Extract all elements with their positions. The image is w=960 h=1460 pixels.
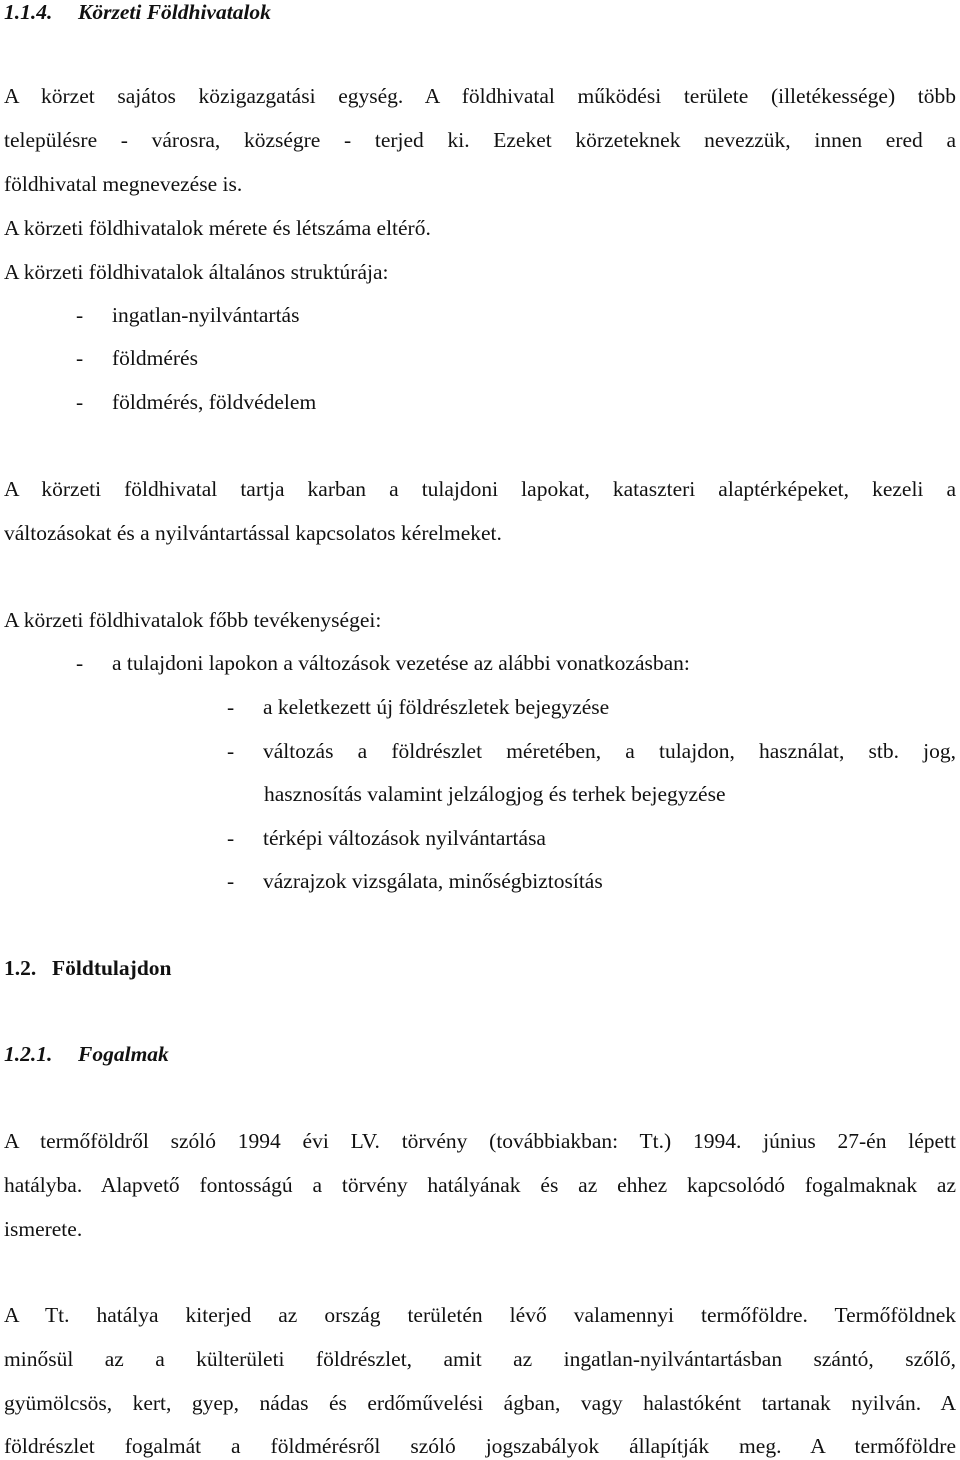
paragraph-law-line-1: A termőföldről szóló 1994 évi LV. törvény (továbbiakban: Tt.) 1994. június 27-én lépett <box>4 1129 956 1153</box>
activities-sublist-item <box>227 693 609 721</box>
list-dash: - <box>227 826 235 850</box>
sublist-item-text: térképi változások nyilvántartása <box>263 826 546 850</box>
paragraph-intro-line-1: A körzet sajátos közigazgatási egység. A földhivatal működési területe (illetékessége) több <box>4 84 956 108</box>
section-heading-1-2-1 <box>4 1040 169 1068</box>
list-dash: - <box>76 390 84 414</box>
paragraph-intro-line-3: földhivatal megnevezése is. <box>4 172 243 196</box>
activities-intro: A körzeti földhivatalok főbb tevékenységei: <box>4 608 382 632</box>
section-title: Földtulajdon <box>52 956 172 980</box>
list-item-text: a tulajdoni lapokon a változások vezetése az alábbi vonatkozásban: <box>112 651 690 675</box>
activities-list-item <box>76 649 690 677</box>
paragraph-law-line-2: hatályba. Alapvető fontosságú a törvény hatályának és az ehhez kapcsolódó fogalmaknak az <box>4 1173 956 1197</box>
structure-intro: A körzeti földhivatalok általános struktúrája: <box>4 260 389 284</box>
sublist-item-text: vázrajzok vizsgálata, minőségbiztosítás <box>263 869 603 893</box>
structure-list-item <box>76 301 299 329</box>
section-heading-1-2 <box>4 954 171 982</box>
paragraph-maintain-line-2: változásokat és a nyilvántartással kapcsolatos kérelmeket. <box>4 521 502 545</box>
activities-sublist-item-continuation: hasznosítás valamint jelzálogjog és terhek bejegyzése <box>264 782 726 806</box>
paragraph-law-line-3: ismerete. <box>4 1217 83 1241</box>
activities-sublist-item <box>227 867 603 895</box>
activities-sublist-item <box>227 824 546 852</box>
list-item-text: földmérés <box>112 346 198 370</box>
paragraph-scope-line-3: gyümölcsös, kert, gyep, nádas és erdőművelési ágban, vagy halastóként tartanak nyilván. A <box>4 1391 956 1415</box>
sublist-item-text: a keletkezett új földrészletek bejegyzése <box>263 695 610 719</box>
list-dash: - <box>76 303 84 327</box>
paragraph-intro-line-2: településre - városra, községre - terjed ki. Ezeket körzeteknek nevezzük, innen ered a <box>4 128 956 152</box>
list-dash: - <box>76 346 84 370</box>
paragraph-size: A körzeti földhivatalok mérete és létszáma eltérő. <box>4 216 431 240</box>
sublist-item-text: változás a földrészlet méretében, a tulajdon, használat, stb. jog, <box>263 739 956 763</box>
structure-list-item <box>76 388 316 416</box>
section-title: Fogalmak <box>78 1042 169 1066</box>
structure-list-item <box>76 344 198 372</box>
section-title: Körzeti Földhivatalok <box>78 0 271 24</box>
list-dash: - <box>76 651 84 675</box>
paragraph-scope-line-4: földrészlet fogalmát a földmérésről szóló jogszabályok állapítják meg. A termőföldre <box>4 1434 956 1458</box>
list-dash: - <box>227 739 235 763</box>
paragraph-scope-line-2: minősül az a külterületi földrészlet, amit az ingatlan-nyilvántartásban szántó, szőlő, <box>4 1347 956 1371</box>
section-number: 1.2. <box>4 956 37 980</box>
list-dash: - <box>227 869 235 893</box>
list-item-text: ingatlan-nyilvántartás <box>112 303 300 327</box>
activities-sublist-item <box>227 737 956 765</box>
section-number: 1.2.1. <box>4 1042 53 1066</box>
section-number: 1.1.4. <box>4 0 53 24</box>
list-item-text: földmérés, földvédelem <box>112 390 317 414</box>
section-heading-1-1-4 <box>4 0 271 26</box>
list-dash: - <box>227 695 235 719</box>
paragraph-scope-line-1: A Tt. hatálya kiterjed az ország területén lévő valamennyi termőföldre. Termőföldnek <box>4 1303 956 1327</box>
paragraph-maintain-line-1: A körzeti földhivatal tartja karban a tulajdoni lapokat, kataszteri alaptérképeket, kezeli a <box>4 477 956 501</box>
